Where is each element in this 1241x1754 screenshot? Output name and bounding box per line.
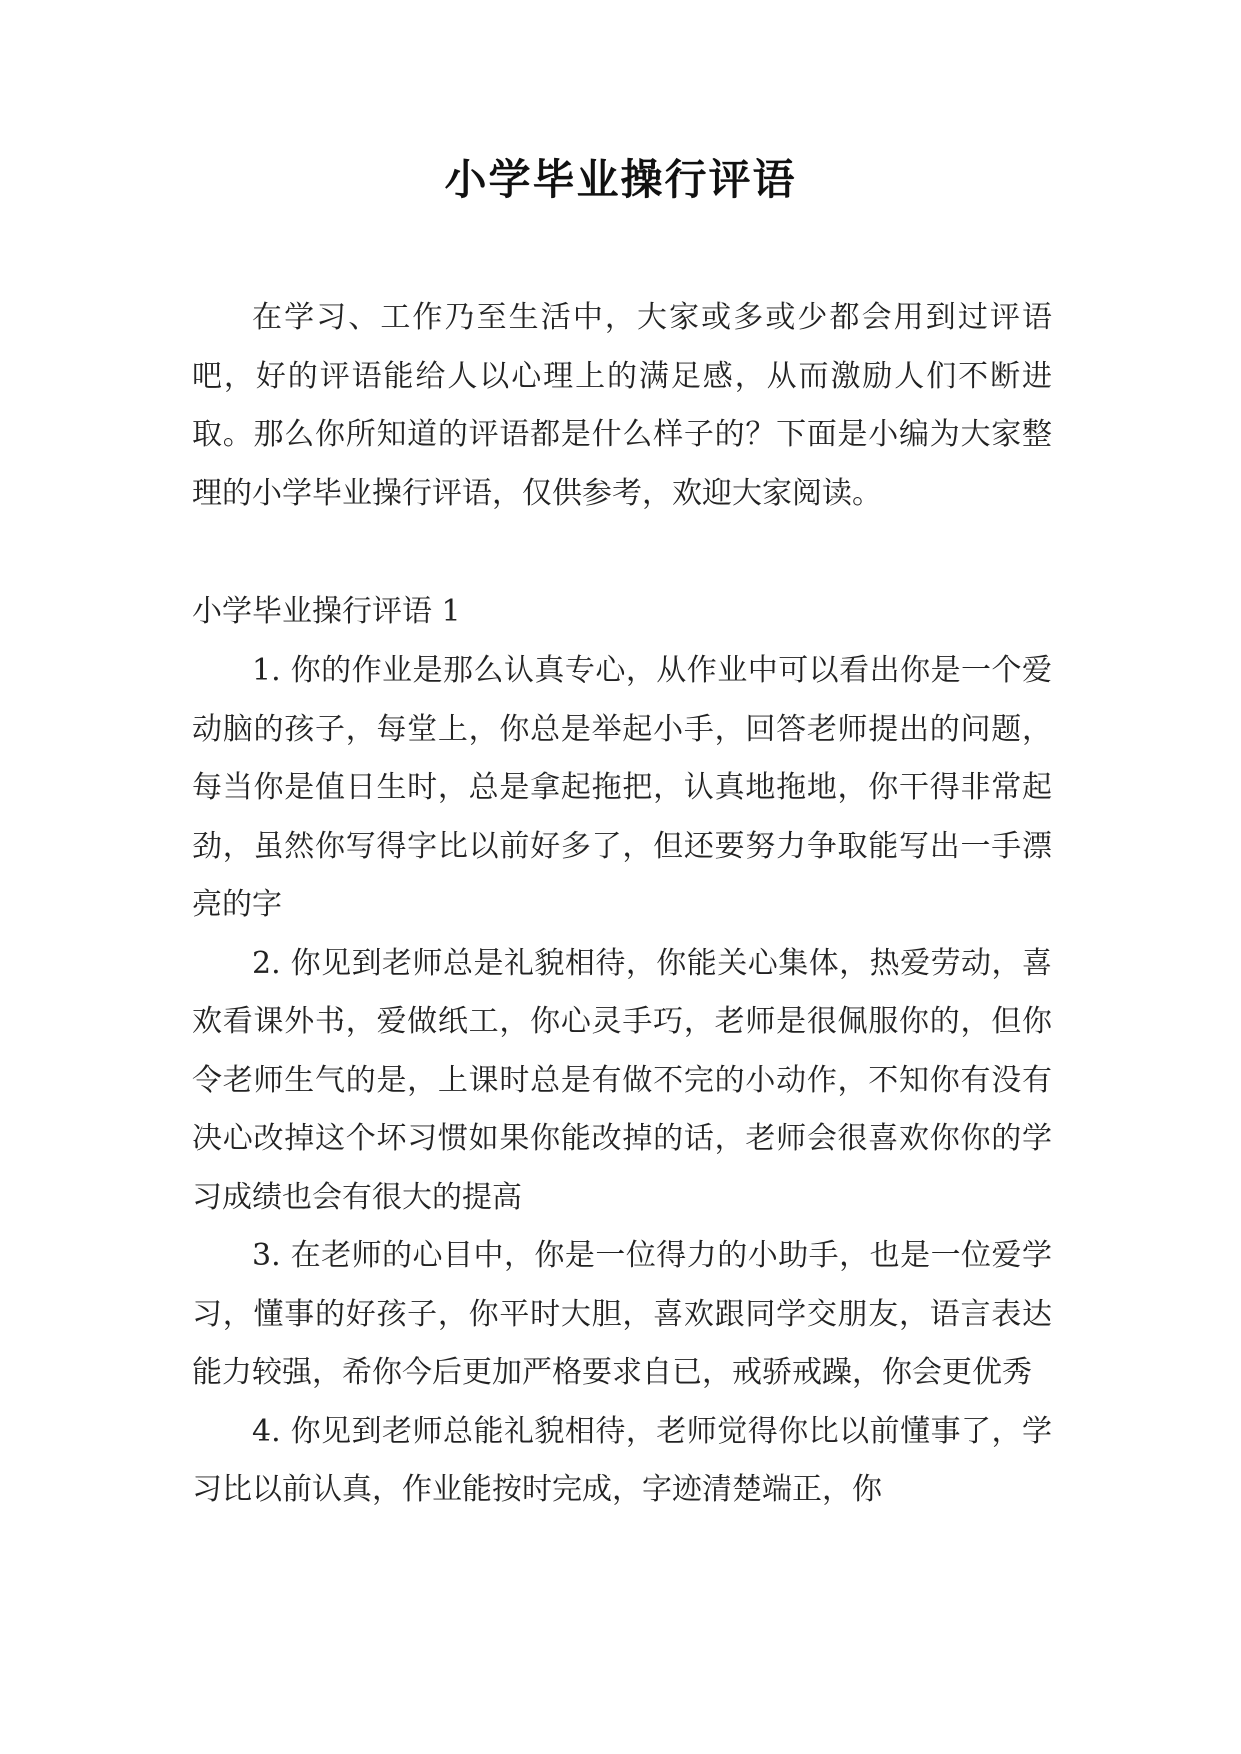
- intro-section: [192, 289, 1052, 523]
- intro-paragraph: 在学习、工作乃至生活中，大家或多或少都会用到过评语吧，好的评语能给人以心理上的满足感，从而激励人们不断进取。那么你所知道的评语都是什么样子的？下面是小编为大家整理的小学毕业操行评语，仅供参考，欢迎大家阅读。: [192, 300, 1052, 511]
- page-title: 小学毕业操行评语: [444, 155, 797, 204]
- comment-item-1: 1. 你的作业是那么认真专心，从作业中可以看出你是一个爱动脑的孩子，每堂上，你总是举起小手，回答老师提出的问题，每当你是值日生时，总是拿起拖把，认真地拖地，你干得非常起劲，虽然你写得字比以前好多了，但还要努力争取能写出一手漂亮的字: [192, 653, 1052, 922]
- comment-item-2: 2. 你见到老师总是礼貌相待，你能关心集体，热爱劳动，喜欢看课外书，爱做纸工，你心灵手巧，老师是很佩服你的，但你令老师生气的是，上课时总是有做不完的小动作，不知你有没有决心改掉这个坏习惯如果你能改掉的话，老师会很喜欢你你的学习成绩也会有很大的提高: [192, 945, 1052, 1215]
- comment-item-3: 3. 在老师的心目中，你是一位得力的小助手，也是一位爱学习，懂事的好孩子，你平时大胆，喜欢跟同学交朋友，语言表达能力较强，希你今后更加严格要求自已，戒骄戒躁，你会更优秀: [192, 1238, 1052, 1390]
- comment-item-4: 4. 你见到老师总能礼貌相待，老师觉得你比以前懂事了，学习比以前认真，作业能按时完成，字迹清楚端正，你: [192, 1413, 1052, 1507]
- section-heading: 小学毕业操行评语 1: [192, 594, 461, 629]
- comment-list: [192, 642, 1052, 1520]
